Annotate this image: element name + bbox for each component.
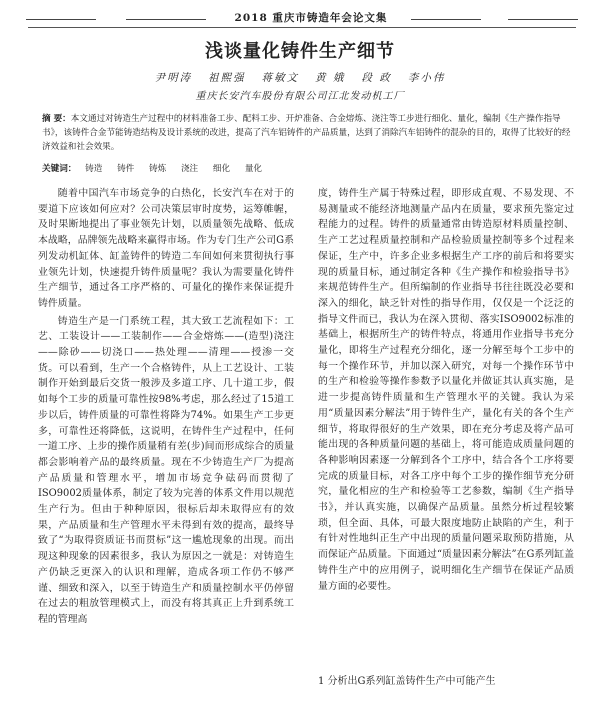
body-column-left: [38, 186, 294, 628]
body-paragraph: 随着中国汽车市场竞争的白热化，长安汽车在对于的要道下应该如何应对？公司决策层审时度势，运筹帷幄，及时果断地提出了事业领先计划，以质量领先战略、低成本战略，品牌领先战略来赢得市场。作为专门生产公司G系列发动机缸体、缸盖铸件的铸造二车间如何来贯彻执行事业领先计划，快速提升铸件质量呢？我认为需要量化铸件生产细节，通过各工序严格的、可量化的操作来保证提升铸件质量。: [38, 188, 294, 309]
author-name: 段 政: [361, 72, 392, 84]
keyword: 铸炼: [149, 164, 167, 174]
body-column-right: [318, 186, 574, 594]
author-name: 黄 娥: [315, 72, 346, 84]
header-rule-right-2: [508, 19, 578, 20]
header-rule-left-1: [26, 19, 96, 20]
section-heading: 1 分析出G系列缸盖铸件生产中可能产生: [318, 676, 496, 687]
header-divider: [28, 27, 576, 28]
body-paragraph: 度，铸件生产属于特殊过程，即形成直观、不易发现、不易测量或不能经济地测量产品内在质量，要求预先鉴定过程能力的过程。铸件的质量通常由铸造原材料质量控制、生产工艺过程质量控制和产品检验质量控制等多个过程来保证，生产中，许多企业多根据生产工序的前后和将要实现的质量目标，通过制定各种《生产操作和检验指导书》来规范铸件生产。但所编制的作业指导书往往既没必要和深入的细化，缺乏针对性的指导作用，仅仅是一个泛泛的指导文件而已，我认为在深入贯彻、落实ISO9002标准的基础上，根据所生产的铸件特点，将通用作业指导书充分量化，即将生产过程充分细化，逐一分解至每个工步中的每一个操作环节，并加以深入研究，对每一个操作环节中的生产和检验等操作参数予以量化并做证其认真实施，是进一步提高铸件质量和生产管理水平的关键。我认为采用“质量因素分解法”用于铸件生产，量化有关的各个生产细节，将取得很好的生产效果，即在充分考虑及将产品可能出现的各种质量问题的基础上，将可能造成质量问题的各种影响因素逐一分解到各个工序中，结合各个工序将要完成的质量目标，对各工序中每个工步的操作细节充分研究，量化相应的生产和检验等工艺参数，编制《生产指导书》，并认真实施，以确保产品质量。虽然分析过程较繁琐，但全面、具体，可最大限度地防止缺陷的产生，利于有针对性地纠正生产中出现的质量问题采取预防措施，从而保证产品质量。下面通过“质量因素分解法”在G系列缸盖铸件生产中的应用例子，说明细化生产细节在保证产品质量方面的必要性。: [318, 188, 574, 592]
author-name: 尹明涛: [154, 72, 193, 84]
keyword: 铸造: [85, 164, 103, 174]
keywords: [42, 162, 572, 174]
running-header: [26, 10, 578, 26]
affiliation: 重庆长安汽车股份有限公司江北发动机工厂: [195, 91, 405, 102]
keyword: 铸件: [117, 164, 135, 174]
header-rule-right-1: [411, 19, 481, 20]
author-name: 李小伟: [407, 72, 446, 84]
body-paragraph: 铸造生产是一门系统工程，其大致工艺流程如下：工艺、工装设计——工装制作——合金熔炼——(造型)浇注——除砂——切浇口——热处理——清理——授渗一交货。可以看到，生产一个合格铸件，从上工艺设计、工装制作开始到最后交货一般涉及多道工序、几十道工步，假如每个工步的质量可靠性按98%考虑，那么经过了15道工步以后，铸件质量的可靠性将降为74%。如果生产工步更多，可靠性还将降低，这说明，在铸件生产过程中，任何一道工序、上步的操作质量稍有差(步)间而形成综合的质量都会影响着产品的最终质量。现在不少铸造生产厂为提高产品质量和管理水平，增加市场竞争砝码而贯彻了ISO9002质量体系，制定了较为完善的体系文件用以规范生产行为。但由于种种原因，很标后却未取得应有的效果，产品质量和生产管理水平未得到有效的提高，最终导致了“为取得资质证书而贯标”这一尴尬现象的出现。而出现这种现象的因素很多，我认为原因之一就是：对铸造生产仍缺乏更深入的认识和理解，造成各项工作仍不够严谨、细致和深入，以至于铸造生产和质量控制水平仍停留在过去的粗放管理模式上，而没有将其真正上升到系统工程的管理高: [38, 315, 294, 625]
abstract-label: 摘 要：: [42, 114, 71, 124]
keyword: 细化: [212, 164, 231, 174]
paper-title: 浅谈量化铸件生产细节: [205, 41, 395, 62]
author-name: 祖熙强: [208, 72, 246, 84]
keywords-label: 关键词：: [42, 164, 77, 174]
keyword: 浇注: [180, 164, 199, 174]
abstract: [42, 112, 572, 154]
keyword: 量化: [244, 164, 263, 174]
running-title: 2018 重庆市铸造年会论文集: [234, 12, 388, 24]
header-rule-left-2: [126, 19, 206, 20]
author-list: [0, 70, 600, 85]
abstract-text: 本文通过对铸造生产过程中的材料准备工步、配料工步、开炉准备、合金熔炼、浇注等工步进行细化、量化，编制《生产操作指导书》，该铸件合金节能铸造结构及设计系统的改进，提高了汽车铝铸件的产品质量，达到了消除汽车铝铸件的混杂的目的，取得了比较好的经济效益和社会效果。: [42, 114, 571, 152]
author-name: 蒋敏文: [261, 72, 300, 84]
